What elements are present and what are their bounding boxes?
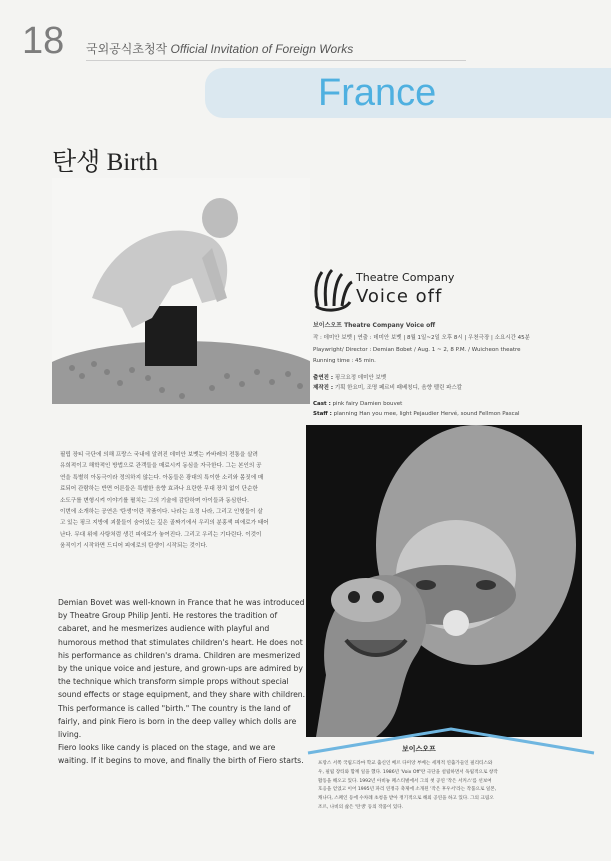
korean-body-line: 고 있는 핑크 지방에 괴물들이 숨어있는 깊은 골짜기에서 우리의 분홍색 피에로가 태어 [60,520,269,527]
credits-staff-ko-label: 제작진 : [313,385,334,391]
credits-cast-ko-value: 핑크요정 데미안 보벳 [334,375,387,381]
credits-staff-ko-value: 기획 한요미, 조명 페르비 패베칭디, 음향 펠린 파스칼 [334,385,463,391]
credits-line-1: 작 : 데미안 보벳 | 연출 : 데미안 보벳 | 8월 1일~2일 오후 8시 | 우천극장 | 소요시간 45분 [313,335,530,341]
section-title-en: Official Invitation of Foreign Works [170,42,354,56]
korean-body-line: 소도구를 변형시켜 이야기를 펼치는 그의 기술에 감탄하며 아이들과 동심한다. [60,497,249,504]
logo-line-1: Theatre Company [356,271,455,284]
credits-staff-en-value: planning Han you mee, light Pejaudier Hervé, sound Fellmon Pascal [333,411,520,417]
info-box-line: 활동을 해오고 있다. 1992년 아비뇽 페스티벌에서 그의 첫 공연 '작은 서커스'를 선보여 [318,778,492,784]
english-paragraph: Demian Bovet was well-known in France that he was introduced by Theatre Group Philip Jenti. He restores the tradition of cabaret, and he mesmerizes audience with playful and humorous method that stimulates children's heart. He does not his performance as children's drama. Children are mesmerized by the unique voice and jesture, and grown-ups are admired by the technique which transform simple props without special sound effects or stage equipment, and they share with children. [58,598,306,700]
page-number: 18 [22,20,65,62]
section-title [86,40,353,57]
info-box-line: 우, 필립 장티와 함께 일을 했다. 1986년 'Voix Off'란 극단을 설립하면서 독립적으로 창작 [318,769,498,775]
info-box-roof [306,725,596,755]
korean-body-line: 움직이기 시작하면 드디어 피에로의 탄생이 시작되는 것이다. [60,543,208,550]
credits-staff-en [313,410,593,418]
credits-line-3: Running time : 45 min. [313,358,376,364]
english-paragraph: Fiero looks like candy is placed on the stage, and we are waiting. If it begins to move, and finally the birth of Fiero starts. [58,743,304,766]
info-box-label: 보이스오프 [402,745,436,753]
credits-cast-ko [313,374,593,382]
info-box-body [318,760,588,813]
korean-body-line: 유희적이고 해학적인 방법으로 관객들을 매료시켜 동심을 자극한다. 그는 본인의 공 [60,463,262,470]
korean-body-line: 필립 장티 극단에 의해 프랑스 국내에 알려진 데미안 보벳는 카바레의 전통을 살려 [60,452,258,458]
english-body [58,596,306,768]
english-paragraph: This performance is called "birth." The country is the land of fairly, and pink Fiero is born in the deep valley which dolls are living. [58,703,297,740]
credits-company: 보이스오프 Theatre Company Voice off [313,322,436,329]
korean-body-line: 난다. 무대 위에 사탕처럼 생긴 피에로가 놓여진다. 그리고 우리는 기다린다. 이것이 [60,531,262,538]
performer-photo [52,178,310,404]
credits-line-2: Playwright/ Director : Demian Bobet / Aug. 1 ~ 2, 8 P.M. / Wuicheon theatre [313,347,521,353]
country-name: France [318,72,437,114]
korean-body [60,450,296,553]
credits-cast-en-value: pink fairy Damien bouvet [332,401,403,407]
info-box-line: 캐나다, 스페인 등에 수차례 초청을 받아 정기적으로 해외 공연을 하고 있다. 그의 크림오 [318,796,494,802]
korean-body-line: 이번에 소개하는 공연은 '탄생'이란 작품이다. 나라는 요정 나라, 그리고 인형들이 살 [60,509,263,516]
korean-body-line: 연을 특별히 아동극이라 정의하지 않는다. 아동들은 광대의 특이한 소리와 몸짓에 매 [60,474,264,481]
logo-line-2: Voice off [356,286,443,307]
work-title-ko: 탄생 [52,147,101,176]
credits-cast-ko-label: 출연진 : [313,375,334,381]
credits-staff-en-label: Staff : [313,411,332,417]
section-title-ko: 국외공식초청작 [86,42,168,56]
header-rule [86,60,466,61]
credits-cast-en-label: Cast : [313,401,331,407]
work-title-en: Birth [106,149,158,176]
clown-puppet-photo [306,425,582,737]
info-box-line: 프랑스 서쪽 국립드라마 학교 출신인 베르 다미앙 부베는 세계적 연출가들인 필리티스와 [318,761,493,766]
work-title [52,142,158,178]
info-box-line: 호응을 얻었고 이어 1995년 파리 연정극 축제에 소개된 '작은 후우서'라는 작품으로 일본, [318,787,497,793]
korean-body-line: 료되어 관람하는 반면 어른들은 특별한 음향 효과나 요란한 무대 장치 없이 단순한 [60,486,258,493]
credits-staff-ko [313,384,593,392]
info-box-line: 조르, 나비의 삶은 '탄생' 등의 작품이 있다. [318,804,404,810]
credits-cast-en [313,400,593,408]
